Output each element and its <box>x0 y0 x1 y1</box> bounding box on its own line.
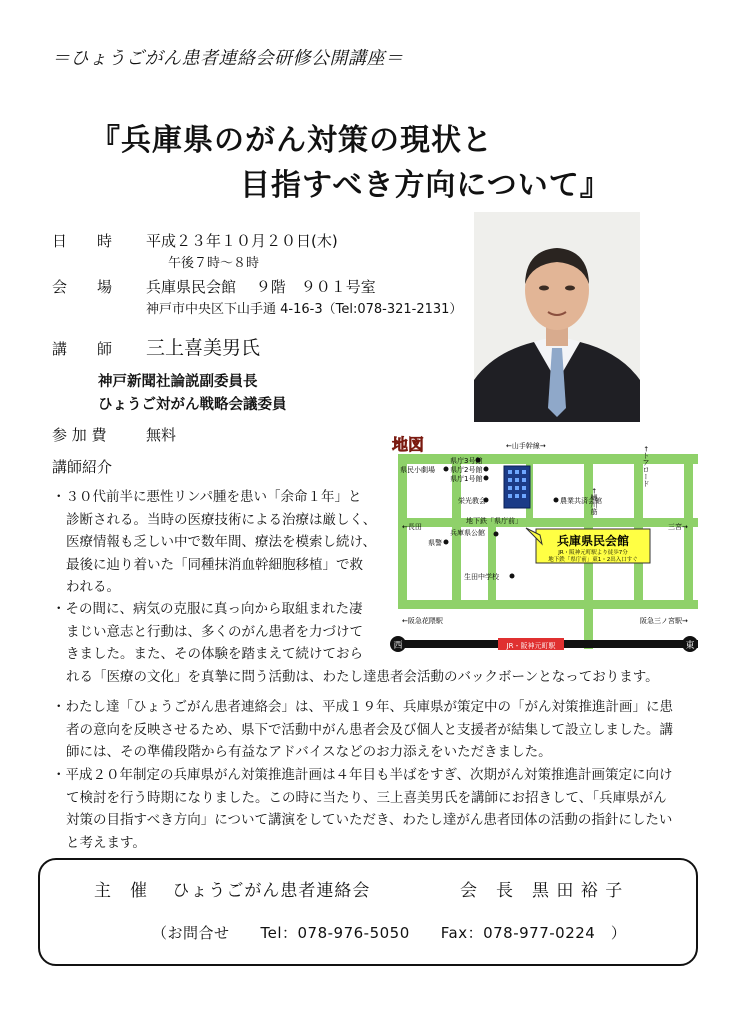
text-line: て検討を行う時期になりました。この時に当たり、三上喜美男氏を講師にお招きして、「兵庫県がん <box>66 789 667 806</box>
text-line: れる「医療の文化」を真摯に問う活動は、わたし達患者会活動のバックボーンとなっております。 <box>66 668 659 685</box>
jr-station-label: JR・阪神元町駅 <box>506 642 556 650</box>
venue-callout-name: 兵庫県民会館 <box>556 534 630 548</box>
venue-label: 会 場 <box>52 278 113 296</box>
east-label: 東 <box>685 641 695 651</box>
intro-paragraph-2 <box>52 598 695 688</box>
label-subway: 地下鉄「県庁前」 <box>466 517 522 525</box>
text-line: ・その間に、病気の克服に真っ向から取組まれた凄 <box>52 601 363 617</box>
label-koukaido: 兵庫県公館 <box>450 529 485 537</box>
lecturer-label: 講 師 <box>52 340 113 358</box>
label-pref1: 県庁1号館 <box>450 475 483 483</box>
label-eiko: 栄光教会 <box>458 497 486 505</box>
venue-value: 兵庫県民会館 ９階 ９０１号室 <box>146 278 376 296</box>
text-line: 医療情報も乏しい中で数年間、療法を模索し続け、 <box>66 534 376 550</box>
fee-label: 参 加 費 <box>52 426 107 444</box>
intro-paragraph-3 <box>52 696 692 764</box>
contact-info: （お問合せ Tel：078-976-5050 Fax：078-977-0224 ） <box>152 924 627 942</box>
venue-access-1: JR・阪神元町駅より徒歩7分 <box>558 550 628 556</box>
text-line: ・３０代前半に悪性リンパ腫を患い「余命１年」と <box>52 489 362 505</box>
series-title: ＝ひょうごがん患者連絡会研修公開講座＝ <box>52 48 404 69</box>
text-line: まじい意志と行動は、多くのがん患者を力づけて <box>66 623 363 640</box>
label-nagata: ←長田 <box>402 523 422 531</box>
text-line: と考えます。 <box>66 834 146 851</box>
intro-heading: 講師紹介 <box>52 458 113 476</box>
text-line: 最後に辿り着いた「同種抹消血幹細胞移植」で救 <box>66 556 363 573</box>
organizer-chair: 会 長 黒 田 裕 子 <box>460 881 624 901</box>
map-label: 地図 <box>392 435 425 454</box>
portrait-illustration <box>474 212 640 422</box>
organizer-host: 主 催 ひょうごがん患者連絡会 <box>94 881 371 901</box>
road-ikuta: ←鯉川筋 <box>590 488 598 515</box>
label-noukyo: 農業共済会館 <box>560 497 602 505</box>
lecturer-role-2: ひょうご対がん戦略会議委員 <box>98 397 287 413</box>
lecture-title-line2: 目指すべき方向について』 <box>240 168 611 203</box>
label-minsho: 県民小劇場 <box>400 466 435 474</box>
intro-paragraph-4 <box>52 764 692 854</box>
time-value: 午後７時～８時 <box>168 256 260 271</box>
label-pref3: 県庁3号館 <box>450 457 483 465</box>
text-line: ・平成２０年制定の兵庫県がん対策推進計画は４年目も半ばをすぎ、次期がん対策推進計画策定に向け <box>52 767 673 783</box>
label-police: 県警 <box>428 539 442 547</box>
intro-paragraph-1 <box>52 486 382 599</box>
date-value: 平成２３年１０月２０日(木) <box>146 232 338 250</box>
text-line: ・わたし達「ひょうごがん患者連絡会」は、平成１９年、兵庫県が策定中の「がん対策推進計画」に患 <box>52 699 673 715</box>
venue-access-2: 地下鉄「県庁前」東1・2出入口すぐ <box>548 557 638 563</box>
label-hankyu-west: ←阪急花隈駅 <box>402 617 443 625</box>
text-line: 師には、その準備段階から有益なアドバイスなどのお力添えをいただきました。 <box>66 744 552 760</box>
road-tor: ←トアロード <box>642 446 650 487</box>
organizer-box <box>38 858 698 966</box>
label-school: 生田中学校 <box>464 573 499 581</box>
text-line: 者の意向を反映させるため、県下で活動中がん患者会及び個人と支援者が結集して設立しました。講 <box>66 721 673 738</box>
date-label: 日 時 <box>52 232 113 250</box>
text-line: 対策の目指すべき方向」について講演をしていただき、わたし達がん患者団体の活動の指針にしたい <box>66 812 673 828</box>
road-yamate: ←山手幹線→ <box>506 442 546 450</box>
lecturer-photo <box>474 212 640 422</box>
label-pref2: 県庁2号館 <box>450 466 483 474</box>
fee-value: 無料 <box>146 426 177 444</box>
venue-address: 神戸市中央区下山手通 4-16-3（Tel:078-321-2131） <box>146 302 463 317</box>
lecture-title-line1: 『兵庫県のがん対策の現状と <box>90 123 493 158</box>
lecturer-name: 三上喜美男氏 <box>146 337 261 359</box>
text-line: 診断される。当時の医療技術による治療は厳しく、 <box>66 511 377 528</box>
label-sannomiya: 三宮→ <box>668 523 688 531</box>
lecturer-role-1: 神戸新聞社論説副委員長 <box>98 374 258 390</box>
text-line: きました。また、その体験を踏まえて続けておら <box>66 646 363 662</box>
west-label: 西 <box>393 641 403 651</box>
text-line: われる。 <box>66 579 120 595</box>
label-hankyu-east: 阪急三ノ宮駅→ <box>640 617 688 625</box>
